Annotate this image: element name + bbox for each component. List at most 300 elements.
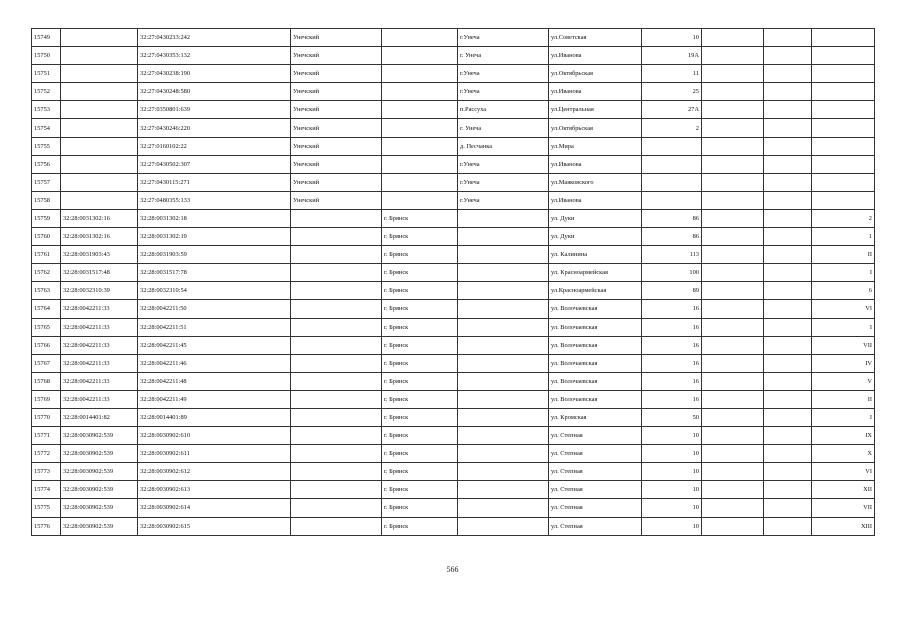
house-number-cell [642,191,702,209]
building-cell [702,155,764,173]
structure-cell [764,499,812,517]
table-row [32,65,875,83]
cadastral-number-cell: 32:28:0031517:78 [138,264,291,282]
building-cell [702,228,764,246]
structure-cell [764,173,812,191]
street-cell: ул. Степная [549,499,642,517]
settlement-cell: п.Рассуха [458,101,549,119]
street-cell: ул. Волочаевская [549,318,642,336]
structure-cell [764,517,812,535]
table-row [32,336,875,354]
row-number-cell: 15768 [32,372,61,390]
apartment-cell: VII [812,336,875,354]
table-row [32,191,875,209]
house-number-cell [642,137,702,155]
settlement-cell [458,336,549,354]
settlement-cell [458,209,549,227]
structure-cell [764,228,812,246]
district-cell: Унечский [291,191,382,209]
table-row [32,282,875,300]
house-number-cell: 86 [642,209,702,227]
apartment-cell: II [812,390,875,408]
structure-cell [764,83,812,101]
row-number-cell: 15776 [32,517,61,535]
apartment-cell: VII [812,499,875,517]
house-number-cell: 16 [642,336,702,354]
parent-cadastral-number-cell: 32:28:0030902:539 [61,517,138,535]
apartment-cell [812,173,875,191]
table-row [32,481,875,499]
settlement-cell [458,408,549,426]
district-cell [291,463,382,481]
parent-cadastral-number-cell: 32:28:0042211:33 [61,318,138,336]
street-cell: ул. Калинина [549,246,642,264]
parent-cadastral-number-cell [61,191,138,209]
cadastral-number-cell: 32:28:0042211:46 [138,354,291,372]
row-number-cell: 15766 [32,336,61,354]
apartment-cell [812,101,875,119]
building-cell [702,137,764,155]
structure-cell [764,408,812,426]
city-cell: г. Брянск [382,408,458,426]
row-number-cell: 15773 [32,463,61,481]
building-cell [702,427,764,445]
settlement-cell [458,499,549,517]
table-row [32,499,875,517]
apartment-cell: IX [812,427,875,445]
parent-cadastral-number-cell [61,47,138,65]
parent-cadastral-number-cell [61,173,138,191]
row-number-cell: 15774 [32,481,61,499]
row-number-cell: 15765 [32,318,61,336]
apartment-cell: II [812,246,875,264]
city-cell: г. Брянск [382,481,458,499]
settlement-cell [458,264,549,282]
row-number-cell: 15755 [32,137,61,155]
house-number-cell: 10 [642,445,702,463]
cadastral-number-cell: 32:27:0430233:242 [138,29,291,47]
row-number-cell: 15751 [32,65,61,83]
city-cell [382,155,458,173]
building-cell [702,173,764,191]
apartment-cell: 1 [812,228,875,246]
house-number-cell: 10 [642,29,702,47]
city-cell: г. Брянск [382,372,458,390]
cadastral-number-cell: 32:28:0030902:615 [138,517,291,535]
table-row [32,29,875,47]
parent-cadastral-number-cell [61,137,138,155]
street-cell: ул. Степная [549,463,642,481]
district-cell [291,282,382,300]
house-number-cell: 10 [642,481,702,499]
table-row [32,209,875,227]
cadastral-number-cell: 32:28:0030902:611 [138,445,291,463]
row-number-cell: 15750 [32,47,61,65]
apartment-cell: 2 [812,209,875,227]
table-row [32,137,875,155]
parent-cadastral-number-cell: 32:28:0030902:539 [61,463,138,481]
structure-cell [764,481,812,499]
cadastral-number-cell: 32:27:0430353:132 [138,47,291,65]
settlement-cell [458,517,549,535]
apartment-cell [812,83,875,101]
structure-cell [764,119,812,137]
structure-cell [764,336,812,354]
cadastral-number-cell: 32:28:0042211:48 [138,372,291,390]
street-cell: ул. Волочаевская [549,372,642,390]
row-number-cell: 15752 [32,83,61,101]
building-cell [702,445,764,463]
street-cell: ул.Красноармейская [549,282,642,300]
parent-cadastral-number-cell: 32:28:0031903:43 [61,246,138,264]
building-cell [702,372,764,390]
street-cell: ул. Волочаевская [549,354,642,372]
cadastral-number-cell: 32:28:0031302:19 [138,228,291,246]
city-cell [382,191,458,209]
cadastral-number-cell: 32:27:0430246:220 [138,119,291,137]
house-number-cell: 10 [642,463,702,481]
street-cell: ул.Мира [549,137,642,155]
parent-cadastral-number-cell: 32:28:0030902:539 [61,481,138,499]
settlement-cell [458,481,549,499]
building-cell [702,390,764,408]
structure-cell [764,354,812,372]
building-cell [702,101,764,119]
district-cell [291,336,382,354]
parent-cadastral-number-cell [61,83,138,101]
structure-cell [764,372,812,390]
street-cell: ул.Иванова [549,47,642,65]
parent-cadastral-number-cell [61,101,138,119]
settlement-cell [458,445,549,463]
table-row [32,372,875,390]
settlement-cell [458,427,549,445]
apartment-cell: V [812,372,875,390]
row-number-cell: 15761 [32,246,61,264]
building-cell [702,300,764,318]
cadastral-number-cell: 32:28:0030902:610 [138,427,291,445]
cadastral-number-cell: 32:28:0042211:49 [138,390,291,408]
structure-cell [764,264,812,282]
row-number-cell: 15753 [32,101,61,119]
parent-cadastral-number-cell: 32:28:0031517:48 [61,264,138,282]
apartment-cell [812,47,875,65]
apartment-cell: XII [812,481,875,499]
building-cell [702,29,764,47]
apartment-cell [812,119,875,137]
cadastral-number-cell: 32:27:0480355:133 [138,191,291,209]
table-row [32,318,875,336]
district-cell: Унечский [291,29,382,47]
row-number-cell: 15756 [32,155,61,173]
street-cell: ул.Советская [549,29,642,47]
street-cell: ул. Волочаевская [549,390,642,408]
settlement-cell: г.Унеча [458,173,549,191]
building-cell [702,246,764,264]
row-number-cell: 15767 [32,354,61,372]
settlement-cell [458,282,549,300]
apartment-cell: I [812,264,875,282]
city-cell [382,101,458,119]
house-number-cell: 16 [642,354,702,372]
structure-cell [764,191,812,209]
city-cell: г. Брянск [382,246,458,264]
table-row [32,119,875,137]
page-number: 566 [446,565,459,574]
building-cell [702,318,764,336]
settlement-cell: г.Унеча [458,65,549,83]
row-number-cell: 15758 [32,191,61,209]
structure-cell [764,445,812,463]
apartment-cell: I [812,318,875,336]
parent-cadastral-number-cell: 32:28:0030902:539 [61,445,138,463]
city-cell [382,137,458,155]
city-cell: г. Брянск [382,228,458,246]
cadastral-number-cell: 32:28:0032310:54 [138,282,291,300]
building-cell [702,354,764,372]
city-cell: г. Брянск [382,499,458,517]
row-number-cell: 15762 [32,264,61,282]
settlement-cell: г.Унеча [458,83,549,101]
parent-cadastral-number-cell: 32:28:0042211:33 [61,300,138,318]
table-row [32,246,875,264]
street-cell: ул. Кромская [549,408,642,426]
city-cell: г. Брянск [382,282,458,300]
district-cell: Унечский [291,101,382,119]
building-cell [702,408,764,426]
settlement-cell: г. Унеча [458,119,549,137]
table-row [32,408,875,426]
parent-cadastral-number-cell: 32:28:0030902:539 [61,499,138,517]
house-number-cell: 10 [642,499,702,517]
street-cell: ул. Степная [549,481,642,499]
apartment-cell [812,29,875,47]
building-cell [702,209,764,227]
cadastral-number-cell: 32:27:0160102:22 [138,137,291,155]
district-cell: Унечский [291,83,382,101]
building-cell [702,499,764,517]
apartment-cell [812,137,875,155]
district-cell [291,264,382,282]
cadastral-number-cell: 32:28:0014401:89 [138,408,291,426]
row-number-cell: 15772 [32,445,61,463]
cadastral-number-cell: 32:27:0350801:639 [138,101,291,119]
structure-cell [764,137,812,155]
row-number-cell: 15770 [32,408,61,426]
street-cell: ул.Иванова [549,155,642,173]
table-row [32,445,875,463]
house-number-cell: 86 [642,228,702,246]
structure-cell [764,390,812,408]
parent-cadastral-number-cell: 32:28:0042211:33 [61,372,138,390]
apartment-cell: VI [812,300,875,318]
table-row [32,517,875,535]
city-cell: г. Брянск [382,264,458,282]
house-number-cell: 16 [642,372,702,390]
cadastral-number-cell: 32:28:0030902:614 [138,499,291,517]
city-cell [382,65,458,83]
structure-cell [764,463,812,481]
district-cell [291,246,382,264]
city-cell [382,83,458,101]
apartment-cell: X [812,445,875,463]
building-cell [702,119,764,137]
street-cell: ул. Степная [549,517,642,535]
cadastral-number-cell: 32:28:0031302:18 [138,209,291,227]
settlement-cell: г.Унеча [458,29,549,47]
city-cell: г. Брянск [382,390,458,408]
row-number-cell: 15769 [32,390,61,408]
street-cell: ул.Маяковского [549,173,642,191]
street-cell: ул.Октябрьская [549,119,642,137]
city-cell: г. Брянск [382,463,458,481]
parent-cadastral-number-cell: 32:28:0042211:33 [61,336,138,354]
row-number-cell: 15754 [32,119,61,137]
parent-cadastral-number-cell: 32:28:0042211:33 [61,354,138,372]
house-number-cell: 100 [642,264,702,282]
property-registry-table [31,28,875,536]
settlement-cell [458,318,549,336]
cadastral-number-cell: 32:28:0030902:613 [138,481,291,499]
parent-cadastral-number-cell [61,65,138,83]
table-row [32,155,875,173]
city-cell: г. Брянск [382,318,458,336]
table-row [32,427,875,445]
building-cell [702,264,764,282]
building-cell [702,191,764,209]
cadastral-number-cell: 32:28:0042211:50 [138,300,291,318]
structure-cell [764,427,812,445]
table-row [32,264,875,282]
parent-cadastral-number-cell: 32:28:0030902:539 [61,427,138,445]
row-number-cell: 15771 [32,427,61,445]
house-number-cell: 25 [642,83,702,101]
cadastral-number-cell: 32:27:0430115:271 [138,173,291,191]
apartment-cell [812,191,875,209]
cadastral-number-cell: 32:28:0030902:612 [138,463,291,481]
settlement-cell [458,300,549,318]
house-number-cell: 10 [642,427,702,445]
table-row [32,354,875,372]
street-cell: ул. Степная [549,427,642,445]
city-cell: г. Брянск [382,209,458,227]
district-cell [291,445,382,463]
structure-cell [764,47,812,65]
settlement-cell [458,354,549,372]
house-number-cell: 19А [642,47,702,65]
structure-cell [764,318,812,336]
parent-cadastral-number-cell: 32:28:0032310:39 [61,282,138,300]
street-cell: ул. Степная [549,445,642,463]
settlement-cell: г.Унеча [458,155,549,173]
district-cell [291,318,382,336]
street-cell: ул. Волочаевская [549,336,642,354]
house-number-cell [642,173,702,191]
cadastral-number-cell: 32:28:0031903:59 [138,246,291,264]
apartment-cell: 6 [812,282,875,300]
parent-cadastral-number-cell [61,119,138,137]
apartment-cell: I [812,408,875,426]
parent-cadastral-number-cell [61,29,138,47]
table-row [32,47,875,65]
house-number-cell: 10 [642,517,702,535]
street-cell: ул. Дуки [549,228,642,246]
building-cell [702,282,764,300]
building-cell [702,65,764,83]
house-number-cell: 2 [642,119,702,137]
district-cell [291,499,382,517]
apartment-cell: XIII [812,517,875,535]
city-cell: г. Брянск [382,300,458,318]
row-number-cell: 15775 [32,499,61,517]
building-cell [702,463,764,481]
row-number-cell: 15757 [32,173,61,191]
city-cell: г. Брянск [382,517,458,535]
structure-cell [764,282,812,300]
apartment-cell: IV [812,354,875,372]
table-row [32,300,875,318]
district-cell: Унечский [291,47,382,65]
row-number-cell: 15760 [32,228,61,246]
street-cell: ул.Центральная [549,101,642,119]
cadastral-number-cell: 32:27:0430502:307 [138,155,291,173]
city-cell [382,29,458,47]
settlement-cell [458,390,549,408]
house-number-cell: 50 [642,408,702,426]
house-number-cell: 113 [642,246,702,264]
settlement-cell [458,228,549,246]
structure-cell [764,29,812,47]
parent-cadastral-number-cell [61,155,138,173]
table-row [32,463,875,481]
cadastral-number-cell: 32:28:0042211:45 [138,336,291,354]
city-cell [382,173,458,191]
building-cell [702,47,764,65]
table-row [32,228,875,246]
cadastral-number-cell: 32:27:0430248:580 [138,83,291,101]
street-cell: ул. Волочаевская [549,300,642,318]
table-row [32,173,875,191]
settlement-cell [458,463,549,481]
district-cell [291,517,382,535]
district-cell [291,481,382,499]
table-row [32,83,875,101]
table-row [32,390,875,408]
district-cell [291,209,382,227]
district-cell: Унечский [291,173,382,191]
street-cell: ул.Октябрьская [549,65,642,83]
parent-cadastral-number-cell: 32:28:0042211:33 [61,390,138,408]
district-cell [291,372,382,390]
house-number-cell: 27А [642,101,702,119]
structure-cell [764,209,812,227]
house-number-cell: 16 [642,318,702,336]
structure-cell [764,101,812,119]
table-row [32,101,875,119]
building-cell [702,517,764,535]
settlement-cell [458,246,549,264]
house-number-cell: 11 [642,65,702,83]
city-cell: г. Брянск [382,445,458,463]
street-cell: ул.Иванова [549,83,642,101]
structure-cell [764,300,812,318]
district-cell [291,408,382,426]
cadastral-number-cell: 32:28:0042211:51 [138,318,291,336]
district-cell [291,354,382,372]
row-number-cell: 15764 [32,300,61,318]
structure-cell [764,65,812,83]
parent-cadastral-number-cell: 32:28:0031302:16 [61,209,138,227]
